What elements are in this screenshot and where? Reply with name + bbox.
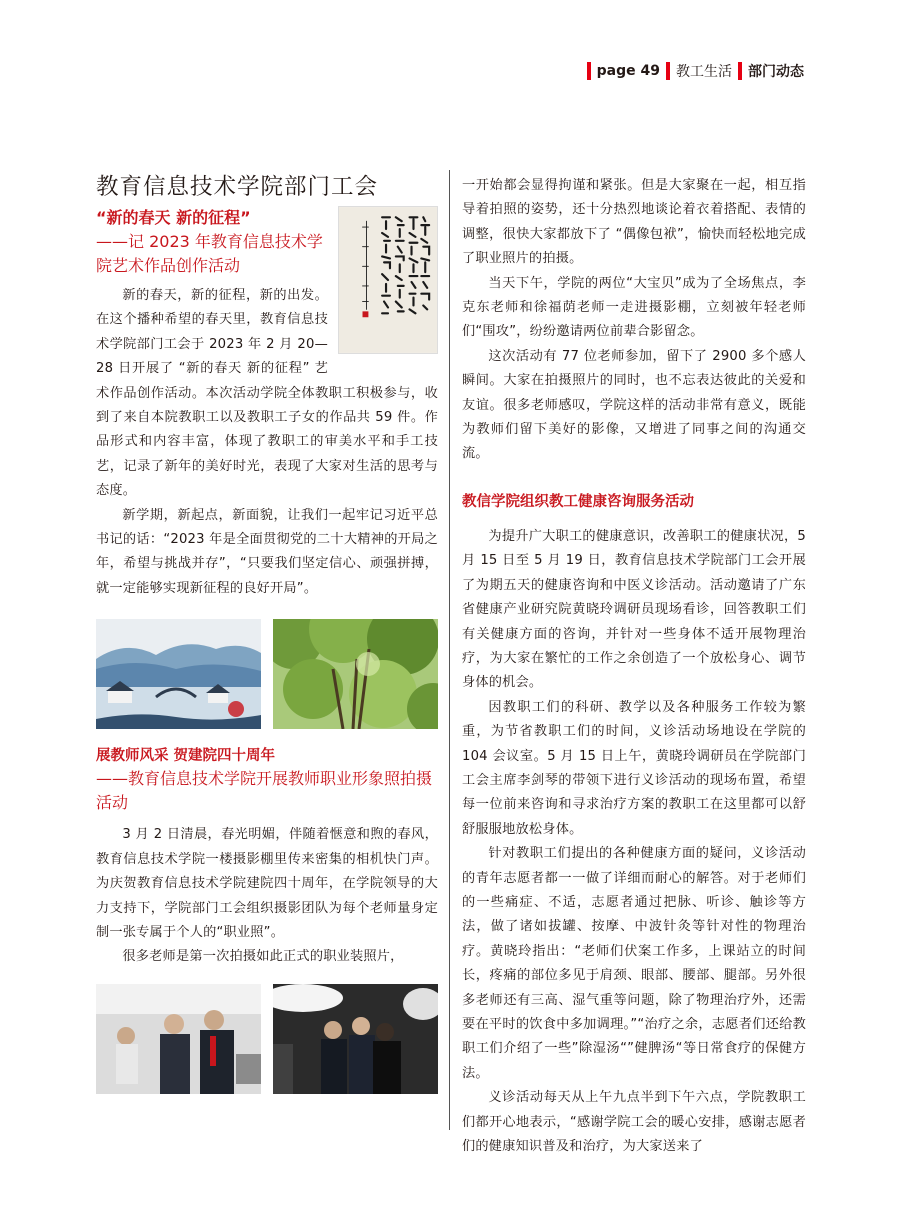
landscape-painting-image [96, 619, 261, 729]
article1-subtitle: ——记 2023 年教育信息技术学院艺术作品创作活动 [96, 232, 323, 275]
article-teacher-photos [96, 745, 438, 1093]
department-title: 教育信息技术学院部门工会 [96, 174, 379, 200]
article1-paragraph: 新的春天，新的征程，新的出发。在这个播种希望的春天里，教育信息技术学院部门工会于 2023 年 2 月 20—28 日开展了 “新的春天 新的征程” 艺术作品创作活动。本次活动学院全体教职工积极参与，收到了来自本院教职工以及教职工子女的作品共 59 件。作品形式和内容丰富，体现了教职工的审美水平和手工技艺，记录了新年的美好时光，表现了大家对生活的思考与态度。 [96, 288, 438, 499]
photo-session-image-1 [96, 984, 261, 1094]
photo-session-1 [96, 984, 261, 1094]
header-bar [738, 62, 742, 80]
green-trees-image [273, 619, 438, 729]
article1-title-text: “新的春天 新的征程” [96, 208, 251, 227]
section-name: 教工生活 [676, 64, 732, 80]
article-art-creation [96, 206, 438, 729]
article3-paragraph: 针对教职工们提出的各种健康方面的疑问，义诊活动的青年志愿者都一一做了详细而耐心的解答。对于老师们的一些痛症、不适，志愿者通过把脉、听诊、触诊等方法，做了诸如拔罐、按摩、中波针灸等针对性的物理治疗。黄晓玲指出：“老师们伏案工作多，上课站立的时间长，疼痛的部位多见于肩颈、眼部、腰部、腿部。另外很多老师还有三高、湿气重等问题，除了物理治疗外，还需要在平时的饮食中多加调理。”“治疗之余，志愿者们还给教职工们介绍了一些”除湿汤“”健脾汤“等日常食疗的保健方法。 [462, 846, 806, 1081]
landscape-painting [96, 619, 261, 729]
calligraphy-artwork [339, 207, 437, 353]
article1-photos [96, 619, 438, 729]
article2-photos [96, 984, 438, 1094]
article2-subtitle: ——教育信息技术学院开展教师职业形象照拍摄活动 [96, 769, 433, 813]
photo-session-image-2 [273, 984, 438, 1094]
article1-paragraph: 新学期，新起点，新面貌，让我们一起牢记习近平总书记的话：“2023 年是全面贯彻党的二十大精神的开局之年，希望与挑战并存”，“只要我们坚定信心、顽强拼搏，就一定能够实现新征程的良好开局”。 [96, 507, 438, 596]
article3-paragraph: 因教职工们的科研、教学以及各种服务工作较为繁重，为节省教职工们的时间，义诊活动场地设在学院的 104 会议室。5 月 15 日上午，黄晓玲调研员在学院部门工会主席李剑琴的带领下进行义诊活动的现场布置，希望每一位前来咨询和寻求治疗方案的教职工在这里都可以舒舒服服地放松身体。 [462, 699, 806, 837]
column-divider [449, 170, 450, 1130]
article3-title: 教信学院组织教工健康咨询服务活动 [462, 493, 694, 510]
article2-paragraph: 很多老师是第一次拍摄如此正式的职业装照片， [122, 949, 404, 965]
right-column [462, 174, 806, 1159]
article2-continued-paragraph: 一开始都会显得拘谨和紧张。但是大家聚在一起，相互指导着拍照的姿势，还十分热烈地谈论着衣着搭配、表情的调整，很快大家都放下了 “偶像包袱”，愉快而轻松地完成了职业照片的拍摄。 [462, 178, 806, 267]
page-header [587, 60, 804, 82]
article2-continued-paragraph: 当天下午，学院的两位“大宝贝”成为了全场焦点，李克东老师和徐福荫老师一走进摄影棚，立刻被年轻老师们“围攻”，纷纷邀请两位前辈合影留念。 [462, 275, 806, 340]
article2-continued-paragraph: 这次活动有 77 位老师参加，留下了 2900 多个感人瞬间。大家在拍摄照片的同时，也不忘表达彼此的关爱和友谊。很多老师感叹，学院这样的活动非常有意义，既能为教师们留下美好的影像，又增进了同事之间的沟通交流。 [462, 348, 806, 462]
article2-paragraph: 3 月 2 日清晨，春光明媚，伴随着惬意和煦的春风，教育信息技术学院一楼摄影棚里传来密集的相机快门声。为庆贺教育信息技术学院建院四十周年，在学院领导的大力支持下，学院部门工会组织摄影团队为每个老师量身定制一张专属于个人的“职业照”。 [96, 827, 438, 940]
article3-paragraph: 为提升广大职工的健康意识，改善职工的健康状况，5 月 15 日至 5 月 19 日，教育信息技术学院部门工会开展了为期五天的健康咨询和中医义诊活动。活动邀请了广东省健康产业研究院黄晓玲调研员现场看诊，回答教职工们有关健康方面的咨询，并针对一些身体不适开展物理治疗，为大家在繁忙的工作之余创造了一个放松身心、调节身体的机会。 [462, 528, 806, 691]
subsection-name: 部门动态 [748, 64, 804, 80]
left-column [96, 172, 438, 1094]
green-trees-photo [273, 619, 438, 729]
page-number: page 49 [596, 63, 660, 79]
header-bar [587, 62, 591, 80]
photo-session-2 [273, 984, 438, 1094]
article3-paragraph: 义诊活动每天从上午九点半到下午六点，学院教职工们都开心地表示，“感谢学院工会的暖心安排，感谢志愿者们的健康知识普及和治疗，为大家送来了 [462, 1090, 806, 1155]
calligraphy-image [338, 206, 438, 354]
header-bar [666, 62, 670, 80]
article2-title: 展教师风采 贺建院四十周年 [96, 748, 276, 765]
